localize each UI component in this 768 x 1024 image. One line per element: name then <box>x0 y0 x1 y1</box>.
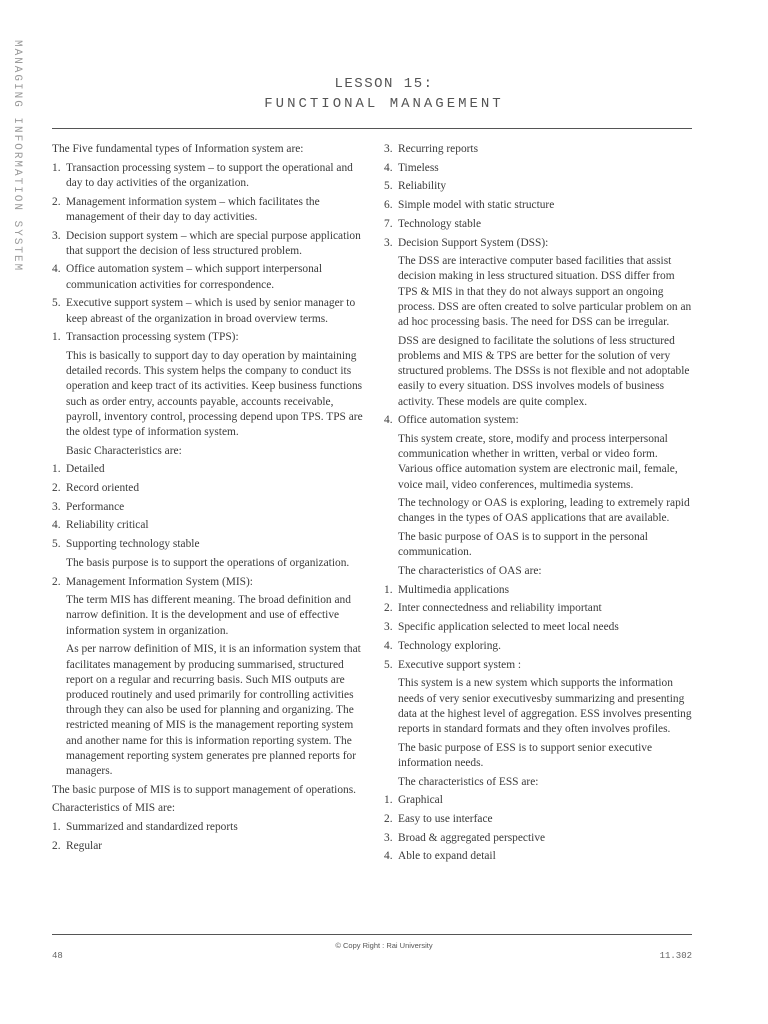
list-number: 5. <box>384 658 393 671</box>
running-head-vertical <box>10 40 36 273</box>
ess-paragraph-1: This system is a new system which supports the information needs of very senior executivesby summarizing and presenting data at the highest level of aggregation. ESS involves presenting reports in standard formats and they often involves profiles. <box>398 677 692 735</box>
oas-paragraph-1: This system create, store, modify and process interpersonal communication whether in written, verbal or video form. Various office automation system are electronic mail, female, voice mail, video conferences, multimedia systems. <box>398 432 678 491</box>
list-text: Office automation system – which support interpersonal communication activities for correspondence. <box>66 263 323 291</box>
list-item <box>384 620 694 635</box>
list-item <box>52 500 366 515</box>
list-text: Able to expand detail <box>398 850 496 863</box>
list-item <box>52 518 366 533</box>
section-heading-mis <box>52 575 366 590</box>
list-text: Management information system – which facilitates the management of their day to day activities. <box>66 195 320 223</box>
mis-characteristics-label: Characteristics of MIS are: <box>52 802 176 815</box>
list-number: 2. <box>52 575 61 588</box>
list-text: Graphical <box>398 794 443 807</box>
right-column <box>384 142 694 868</box>
list-text: Executive support system – which is used by senior manager to keep abreast of the organization in broad overview terms. <box>66 297 356 325</box>
list-number: 3. <box>384 831 393 844</box>
list-number: 2. <box>52 482 61 495</box>
list-item <box>52 537 366 552</box>
list-item <box>52 195 366 225</box>
section-heading-text: Decision Support System (DSS): <box>398 236 549 249</box>
list-text: Detailed <box>66 463 105 476</box>
list-number: 4. <box>52 263 61 276</box>
list-item <box>52 262 366 292</box>
list-item <box>52 839 366 854</box>
dss-paragraph-1: The DSS are interactive computer based facilities that assist decision making in less structured situation. DSS differ from TPS & MIS in that they do not always support an ongoing process. DSS are often created to solve particular problem on an ad hoc processing basis. The need for DSS can be irregular. <box>398 255 692 329</box>
mis-purpose: The basic purpose of MIS is to support management of operations. <box>52 783 357 796</box>
list-number: 4. <box>384 414 393 427</box>
list-text: Easy to use interface <box>398 812 493 825</box>
tps-purpose: The basis purpose is to support the operations of organization. <box>66 556 350 569</box>
list-item <box>384 179 694 194</box>
list-text: Recurring reports <box>398 143 479 155</box>
list-text: Reliability critical <box>66 519 149 532</box>
list-item <box>384 793 694 808</box>
oas-paragraph-2: The technology or OAS is exploring, leading to extremely rapid changes in the types of OAS applications that are available. <box>398 497 690 525</box>
ess-characteristics-label: The characteristics of ESS are: <box>398 775 539 788</box>
section-heading-text: Management Information System (MIS): <box>66 575 253 588</box>
list-number: 6. <box>384 199 393 212</box>
list-item <box>52 481 366 496</box>
section-heading-dss <box>384 236 694 251</box>
page-number: 48 <box>52 951 63 961</box>
list-number: 1. <box>52 463 61 476</box>
list-number: 2. <box>52 195 61 208</box>
list-item <box>384 601 694 616</box>
list-item <box>384 639 694 654</box>
list-item <box>52 161 366 191</box>
list-text: Reliability <box>398 180 447 193</box>
list-item <box>384 812 694 827</box>
list-number: 1. <box>52 821 61 834</box>
list-number: 4. <box>52 519 61 532</box>
header-rule <box>52 128 692 129</box>
list-number: 2. <box>384 602 393 615</box>
list-number: 2. <box>52 839 61 852</box>
course-code: 11.302 <box>659 951 692 961</box>
list-number: 7. <box>384 217 393 230</box>
list-item <box>52 462 366 477</box>
list-text: Decision support system – which are special purpose application that support the decision of less structured problem. <box>66 229 361 257</box>
footer-rule <box>52 934 692 935</box>
list-item <box>384 583 694 598</box>
list-text: Regular <box>66 839 103 852</box>
list-number: 5. <box>384 180 393 193</box>
list-number: 3. <box>52 500 61 513</box>
section-heading-ess <box>384 658 694 673</box>
list-item <box>52 820 366 835</box>
list-item <box>384 831 694 846</box>
lesson-number: LESSON 15: <box>334 76 434 92</box>
list-number: 1. <box>52 331 61 344</box>
list-number: 3. <box>384 143 393 155</box>
list-item <box>384 161 694 176</box>
list-text: Record oriented <box>66 482 140 495</box>
list-number: 5. <box>52 297 61 310</box>
list-number: 1. <box>52 161 61 174</box>
section-heading-tps <box>52 330 366 345</box>
list-number: 5. <box>52 538 61 551</box>
list-text: Supporting technology stable <box>66 538 200 551</box>
tps-basic-characteristics-label: Basic Characteristics are: <box>66 444 182 457</box>
section-heading-text: Office automation system: <box>398 414 519 427</box>
list-text: Performance <box>66 500 125 513</box>
list-text: Broad & aggregated perspective <box>398 831 546 844</box>
section-heading-text: Transaction processing system (TPS): <box>66 331 239 344</box>
oas-paragraph-3: The basic purpose of OAS is to support in the personal communication. <box>398 531 648 559</box>
list-text: Transaction processing system – to support the operational and day to day activities of the organization. <box>66 161 353 189</box>
list-item <box>52 229 366 259</box>
list-number: 1. <box>384 583 393 596</box>
mis-paragraph-2: As per narrow definition of MIS, it is an information system that facilitates management by producing summarised, structured report on a regular and recurring basis. Such MIS outputs are produced routinely and used primarily for controlling activities through they can also be used for planning and organizing. The restricted meaning of MIS is the management reporting system and another name for this is information reporting system. The management reporting system generates pre planned reports for managers. <box>66 643 361 778</box>
list-text: Technology stable <box>398 217 482 230</box>
dss-paragraph-2: DSS are designed to facilitate the solutions of less structured problems and MIS & TPS are better for the solution of very structured problems. The DSSs is not flexible and not adoptable easily to every situation. DSS involves models of business activity. These models are quite complex. <box>398 334 690 408</box>
ess-paragraph-2: The basic purpose of ESS is to support senior executive information needs. <box>398 741 653 769</box>
list-text: Summarized and standardized reports <box>66 821 238 834</box>
list-text: Timeless <box>398 161 439 174</box>
list-text: Technology exploring. <box>398 639 501 652</box>
list-number: 4. <box>384 639 393 652</box>
list-text: Inter connectedness and reliability important <box>398 602 602 615</box>
mis-paragraph-1: The term MIS has different meaning. The broad definition and narrow definition. It is the development and use of effective information system in organization. <box>66 594 351 637</box>
intro-text: The Five fundamental types of Information system are: <box>52 143 304 155</box>
lesson-title: FUNCTIONAL MANAGEMENT <box>264 96 504 112</box>
list-text: Multimedia applications <box>398 583 510 596</box>
list-item <box>384 142 694 157</box>
list-number: 1. <box>384 794 393 807</box>
oas-characteristics-label: The characteristics of OAS are: <box>398 565 542 578</box>
list-number: 4. <box>384 850 393 863</box>
list-text: Specific application selected to meet local needs <box>398 621 619 634</box>
list-text: Simple model with static structure <box>398 199 555 212</box>
book-title: MANAGING INFORMATION SYSTEM <box>11 40 23 273</box>
left-column <box>52 142 366 858</box>
list-item <box>384 198 694 213</box>
list-number: 3. <box>52 229 61 242</box>
list-number: 3. <box>384 621 393 634</box>
list-number: 3. <box>384 236 393 249</box>
list-number: 2. <box>384 812 393 825</box>
section-heading-oas <box>384 413 694 428</box>
tps-paragraph: This is basically to support day to day operation by maintaining detailed records. This system helps the company to conduct its operation and keep tract of its activities. Keep business functions such as order entry, accounts payable, accounts receivable, payroll, inventory control, processing depend upon TPS. TPS are the oldest type of information system. <box>66 349 363 438</box>
section-heading-text: Executive support system : <box>398 658 522 671</box>
list-item <box>384 217 694 232</box>
list-number: 4. <box>384 161 393 174</box>
copyright-notice: © Copy Right : Rai University <box>335 941 433 950</box>
list-item <box>384 849 694 864</box>
list-item <box>52 296 366 326</box>
